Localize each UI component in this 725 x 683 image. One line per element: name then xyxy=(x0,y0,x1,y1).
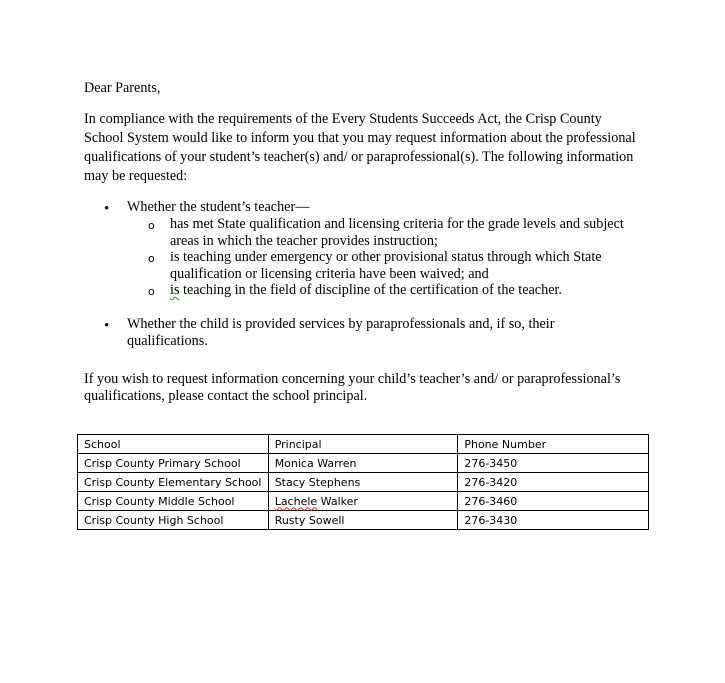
school-cell: Crisp County Middle School xyxy=(78,492,269,511)
greeting: Dear Parents, xyxy=(84,80,161,96)
sub-bullet-icon: o xyxy=(148,252,155,265)
phone-cell: 276-3430 xyxy=(458,511,649,530)
sub-item-rest: teaching in the field of discipline of the certification of the teacher. xyxy=(179,282,562,298)
sub-bullet-icon: o xyxy=(148,219,155,232)
phone-cell: 276-3460 xyxy=(458,492,649,511)
sub-item-text xyxy=(170,216,640,249)
grammar-flagged-word: is xyxy=(170,282,180,298)
bullet-text: Whether the student’s teacher— xyxy=(127,199,310,215)
bullet-icon: • xyxy=(104,201,110,217)
header-cell: Principal xyxy=(268,435,458,454)
table-row xyxy=(78,511,649,530)
spelling-flagged-word: Lachele xyxy=(274,494,318,508)
school-cell: Crisp County High School xyxy=(78,511,269,530)
sub-item-line: has met State qualification and licensing criteria for the grade levels and subject xyxy=(170,216,624,232)
bullet-line: qualifications. xyxy=(127,333,208,349)
principal-last-name: Walker xyxy=(317,494,358,508)
phone-cell: 276-3420 xyxy=(458,473,649,492)
table-row xyxy=(78,473,649,492)
closing-line: If you wish to request information concerning your child’s teacher’s and/ or paraprofessional’s xyxy=(84,371,621,387)
header-cell: Phone Number xyxy=(458,435,649,454)
intro-line: may be requested: xyxy=(84,168,188,184)
closing-line: qualifications, please contact the school principal. xyxy=(84,387,368,404)
sub-bullet-icon: o xyxy=(148,285,155,298)
principal-cell: Rusty Sowell xyxy=(268,511,458,530)
principal-contact-table xyxy=(77,434,649,530)
header-cell: School xyxy=(78,435,269,454)
sub-item-line: is teaching under emergency or other provisional status through which State xyxy=(170,249,602,265)
closing-paragraph xyxy=(84,371,644,404)
bullet-icon: • xyxy=(104,318,110,334)
sub-item-line: qualification or licensing criteria have been waived; and xyxy=(170,265,489,282)
phone-cell: 276-3450 xyxy=(458,454,649,473)
school-cell: Crisp County Elementary School xyxy=(78,473,269,492)
table-header-row xyxy=(78,435,649,454)
sub-item-text xyxy=(170,282,640,299)
principal-cell: Monica Warren xyxy=(268,454,458,473)
intro-paragraph xyxy=(84,110,644,186)
principal-cell: Stacy Stephens xyxy=(268,473,458,492)
sub-item-line: areas in which the teacher provides instruction; xyxy=(170,232,438,249)
bullet-line: Whether the child is provided services by paraprofessionals and, if so, their xyxy=(127,316,555,332)
table-row xyxy=(78,492,649,511)
intro-line: In compliance with the requirements of the Every Students Succeeds Act, the Crisp County xyxy=(84,111,602,127)
school-cell: Crisp County Primary School xyxy=(78,454,269,473)
intro-line: qualifications of your student’s teacher(s) and/ or paraprofessional(s). The following information xyxy=(84,149,634,165)
table-row xyxy=(78,454,649,473)
sub-item-text xyxy=(170,249,640,282)
bullet-text xyxy=(127,316,637,350)
principal-cell xyxy=(268,492,458,511)
intro-line: School System would like to inform you that you may request information about the professional xyxy=(84,130,636,146)
